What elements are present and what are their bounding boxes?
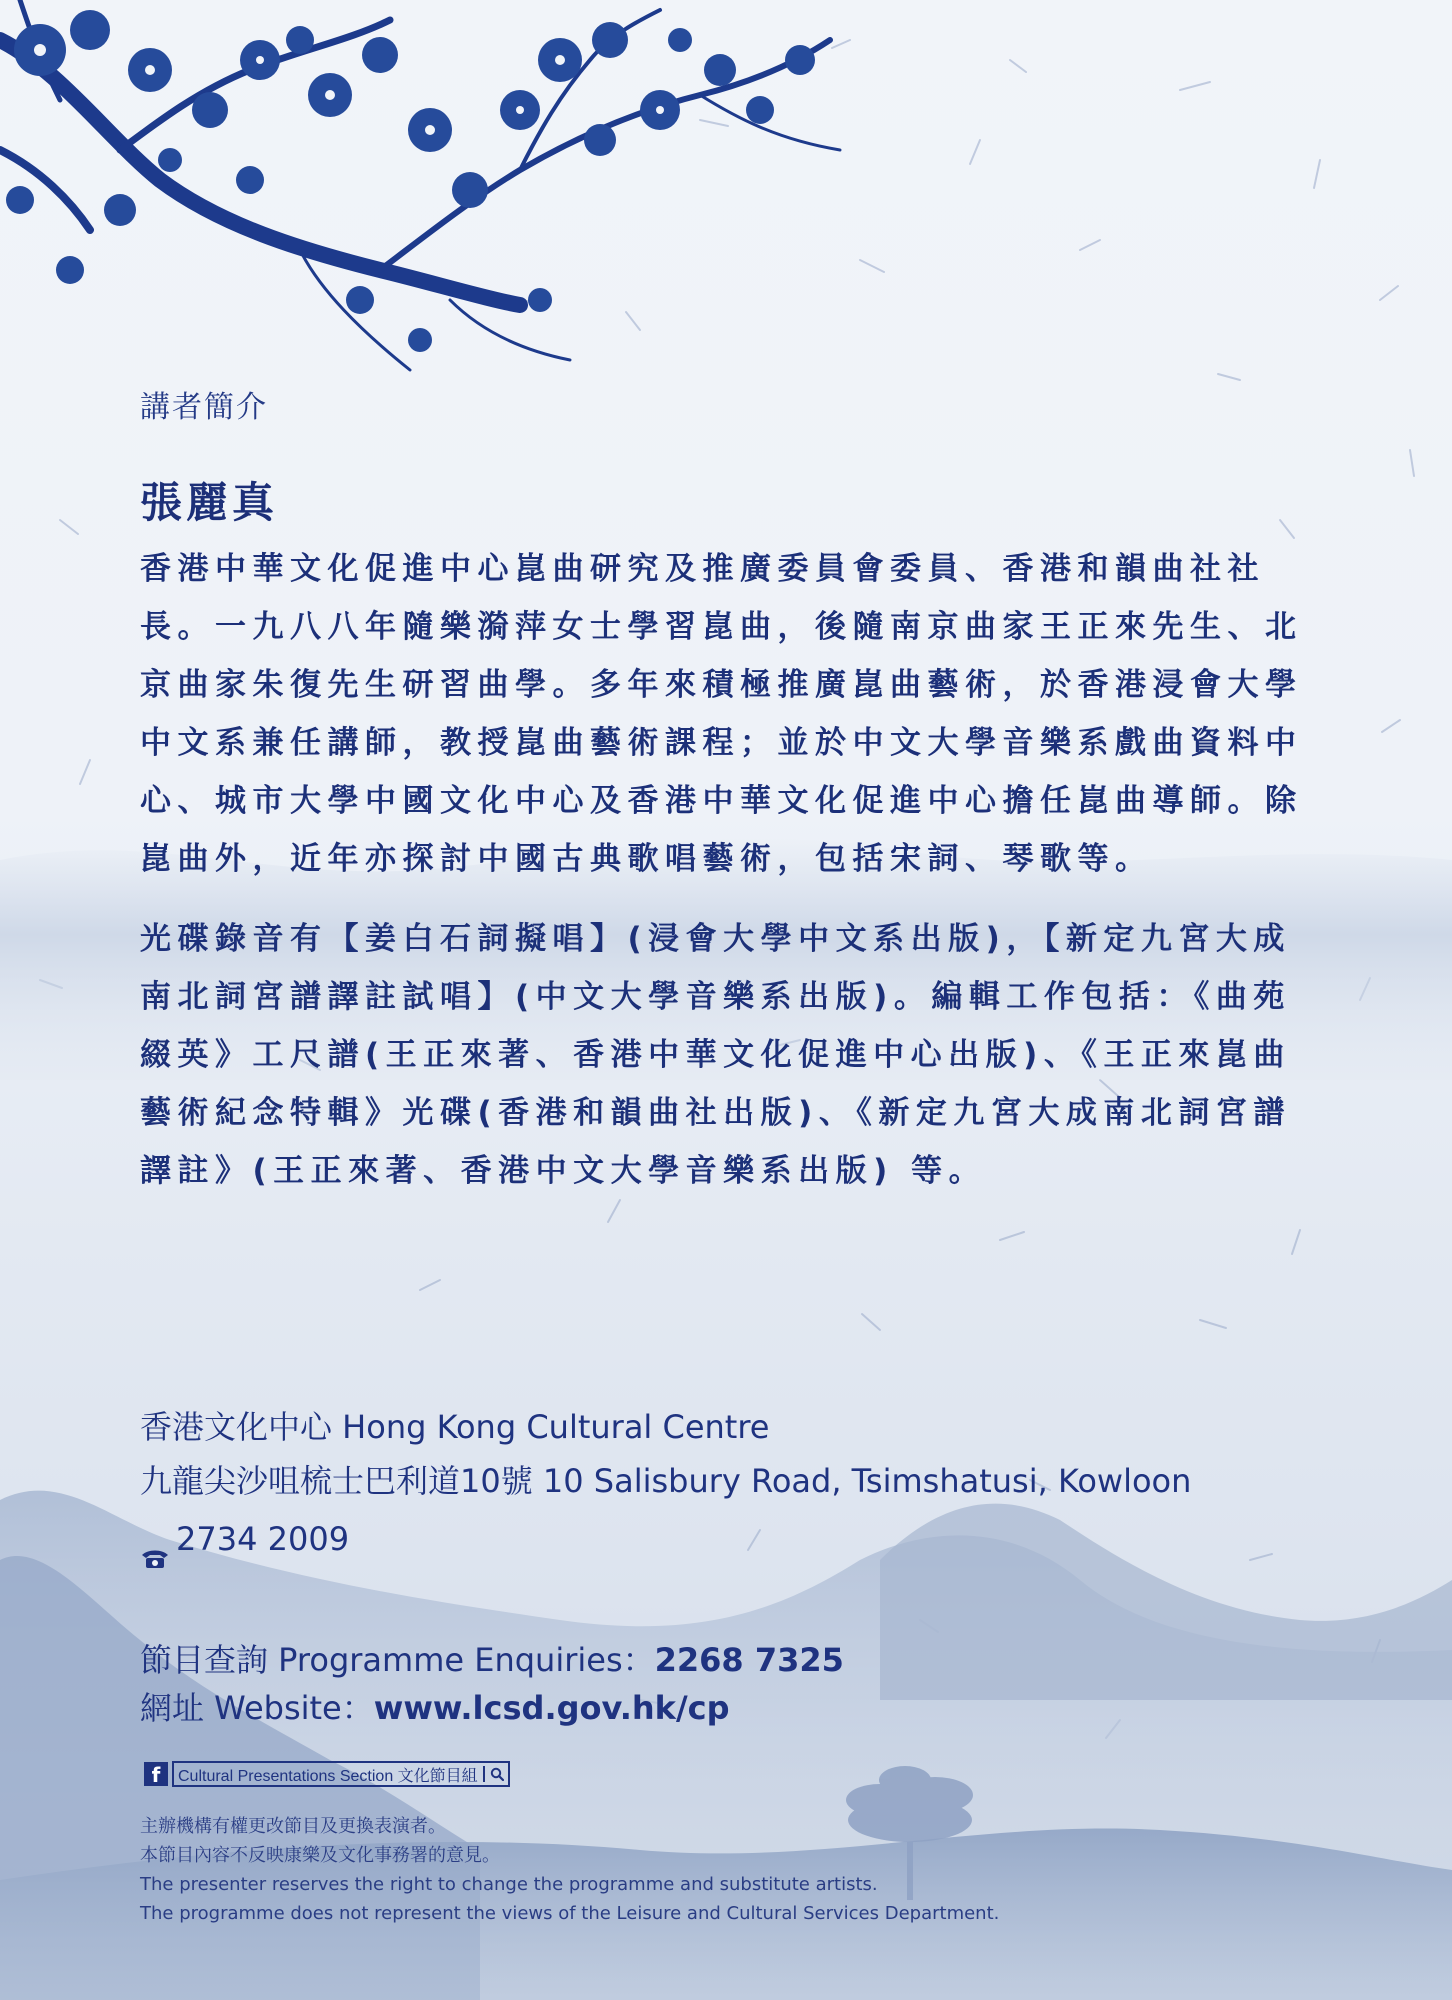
disclaimer-line: 主辦機構有權更改節目及更換表演者。 [140,1816,446,1837]
enquiry-line [140,1636,844,1684]
disclaimer-line: The presenter reserves the right to change the programme and substitute artists. [140,1874,878,1895]
disclaimer-line: The programme does not represent the views of the Leisure and Cultural Services Department. [140,1903,1000,1924]
website-label: 網址 Website： [140,1689,374,1727]
disclaimer-line: 本節目內容不反映康樂及文化事務署的意見。 [140,1845,500,1866]
website-link[interactable]: www.lcsd.gov.hk/cp [373,1689,730,1727]
divider [483,1766,485,1782]
enquiry-number: 2268 7325 [654,1641,844,1679]
programme-enquiries [140,1636,844,1732]
venue-info [140,1400,1191,1566]
telephone-icon [140,1531,170,1551]
website-line [140,1684,844,1732]
speaker-bio-paragraph: 香港中華文化促進中心崑曲研究及推廣委員會委員、香港和韻曲社社長。一九八八年隨樂漪萍女士學習崑曲，後隨南京曲家王正來先生、北京曲家朱復先生研習曲學。多年來積極推廣崑曲藝術，於香港浸會大學中文系兼任講師，教授崑曲藝術課程；並於中文大學音樂系戲曲資料中心、城市大學中國文化中心及香港中華文化促進中心擔任崑曲導師。除崑曲外，近年亦探討中國古典歌唱藝術，包括宋詞、琴歌等。 [140,551,1303,877]
enquiry-label: 節目查詢 Programme Enquiries： [140,1641,655,1679]
venue-phone [140,1512,1191,1566]
disclaimer [140,1812,999,1928]
speaker-recordings-paragraph: 光碟錄音有【姜白石詞擬唱】(浸會大學中文系出版)，【新定九宮大成南北詞宮譜譯註試唱】(中文大學音樂系出版)。編輯工作包括：《曲苑綴英》工尺譜(王正來著、香港中華文化促進中心出版)、《王正來崑曲藝術紀念特輯》光碟(香港和韻曲社出版)、《新定九宮大成南北詞宮譜譯註》(王正來著、香港中文大學音樂系出版) 等。 [140,921,1291,1189]
search-icon[interactable] [490,1767,504,1781]
venue-address: 九龍尖沙咀梳士巴利道10號 10 Salisbury Road, Tsimshatusi, Kowloon [140,1462,1192,1500]
facebook-search-field[interactable] [172,1761,510,1787]
facebook-search-box[interactable] [144,1762,510,1786]
venue-name: 香港文化中心 Hong Kong Cultural Centre [140,1408,770,1446]
section-label: 講者簡介 [140,390,268,425]
speaker-name: 張麗真 [140,478,279,527]
facebook-icon: f [144,1762,168,1786]
venue-phone-number: 2734 2009 [176,1520,350,1558]
facebook-page-name: Cultural Presentations Section 文化節目組 [178,1767,478,1785]
